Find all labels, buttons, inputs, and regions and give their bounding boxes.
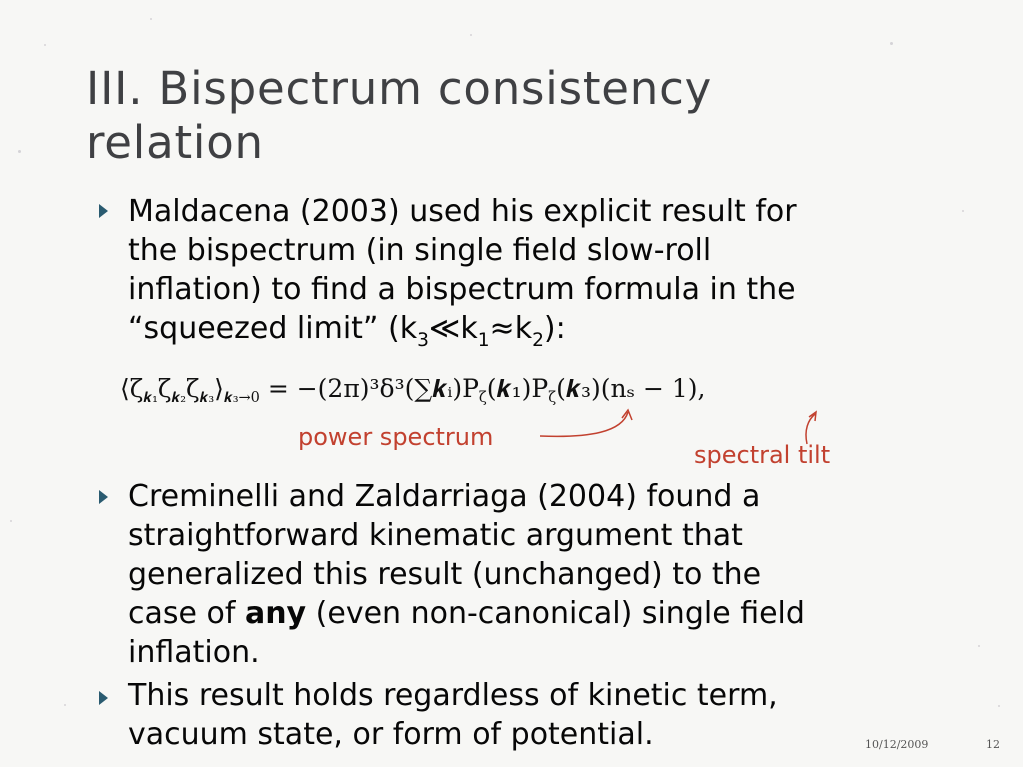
bullet-creminelli [128,477,913,672]
text-fragment: ): [543,311,566,346]
k1-symbol: k [460,311,478,346]
speck [998,705,1000,707]
bullet-line: straightforward kinematic argument that [128,518,743,553]
text-fragment: “squeezed limit” (k [128,311,418,346]
speck [890,42,893,45]
speck [470,34,472,36]
bullet-line: inflation) to find a bispectrum formula in the [128,272,796,307]
page-number: 12 [986,738,1000,751]
formula-part: ζ [186,374,200,403]
speck [150,18,152,20]
formula-part: = −(2π)³δ³(∑𝒌ᵢ)P [259,374,479,403]
formula-subscript: ζ [478,390,487,407]
formula-part: ζ [157,374,172,403]
text-fragment: (even non-canonical) single field [306,596,805,631]
spectral-tilt-label: spectral tilt [694,441,831,469]
bullet-line: Creminelli and Zaldarriaga (2004) found a [128,479,761,514]
footer-date: 10/12/2009 [865,738,929,751]
subscript-k2: 2 [532,329,544,351]
approx-symbol: ≈ [489,311,515,346]
formula-part: ⟨ζ [120,374,144,403]
formula-part: ⟩ [214,374,224,403]
subscript-k1: 1 [477,329,490,351]
speck [10,520,12,522]
speck [18,150,21,153]
bullet-line: vacuum state, or form of potential. [128,717,654,752]
bullet-line: Maldacena (2003) used his explicit result for [128,194,797,229]
formula-limit: 𝒌₃→0 [223,390,260,407]
formula-part: (𝒌₁)P [486,374,549,403]
k2-symbol: k [514,311,533,346]
speck [44,44,46,46]
speck [962,210,964,212]
bullet-maldacena [128,192,913,360]
page-title: III. Bispectrum consistency relation [86,62,713,169]
bullet-line: inflation. [128,635,260,670]
bullet-line: generalized this result (unchanged) to the [128,557,762,592]
formula-subscript: ζ [548,390,557,407]
speck [64,704,66,706]
much-less-symbol: ≪ [428,311,461,346]
formula-subscript: 𝒌₂ [171,390,187,407]
formula-subscript: 𝒌₃ [199,390,215,407]
bispectrum-formula [120,365,930,415]
text-fragment: case of [128,596,245,631]
bullet-line: the bispectrum (in single field slow-roll [128,233,712,268]
power-spectrum-arrow [540,412,628,436]
emphasis-any: any [244,596,307,631]
bullet-line [128,309,913,360]
bullet-line [128,594,913,633]
formula-subscript: 𝒌₁ [143,390,158,407]
bullet-line: This result holds regardless of kinetic term, [128,678,778,713]
subscript-k3: 3 [417,329,429,351]
formula-part: (𝒌₃)(nₛ − 1), [556,374,706,403]
spectral-tilt-arrow [806,414,815,444]
bullet-kinetic-term [128,676,913,754]
power-spectrum-label: power spectrum [298,423,494,451]
speck [978,645,980,647]
bullet-marker-icon [99,204,108,218]
bullet-marker-icon [99,691,108,705]
bullet-marker-icon [99,490,108,504]
